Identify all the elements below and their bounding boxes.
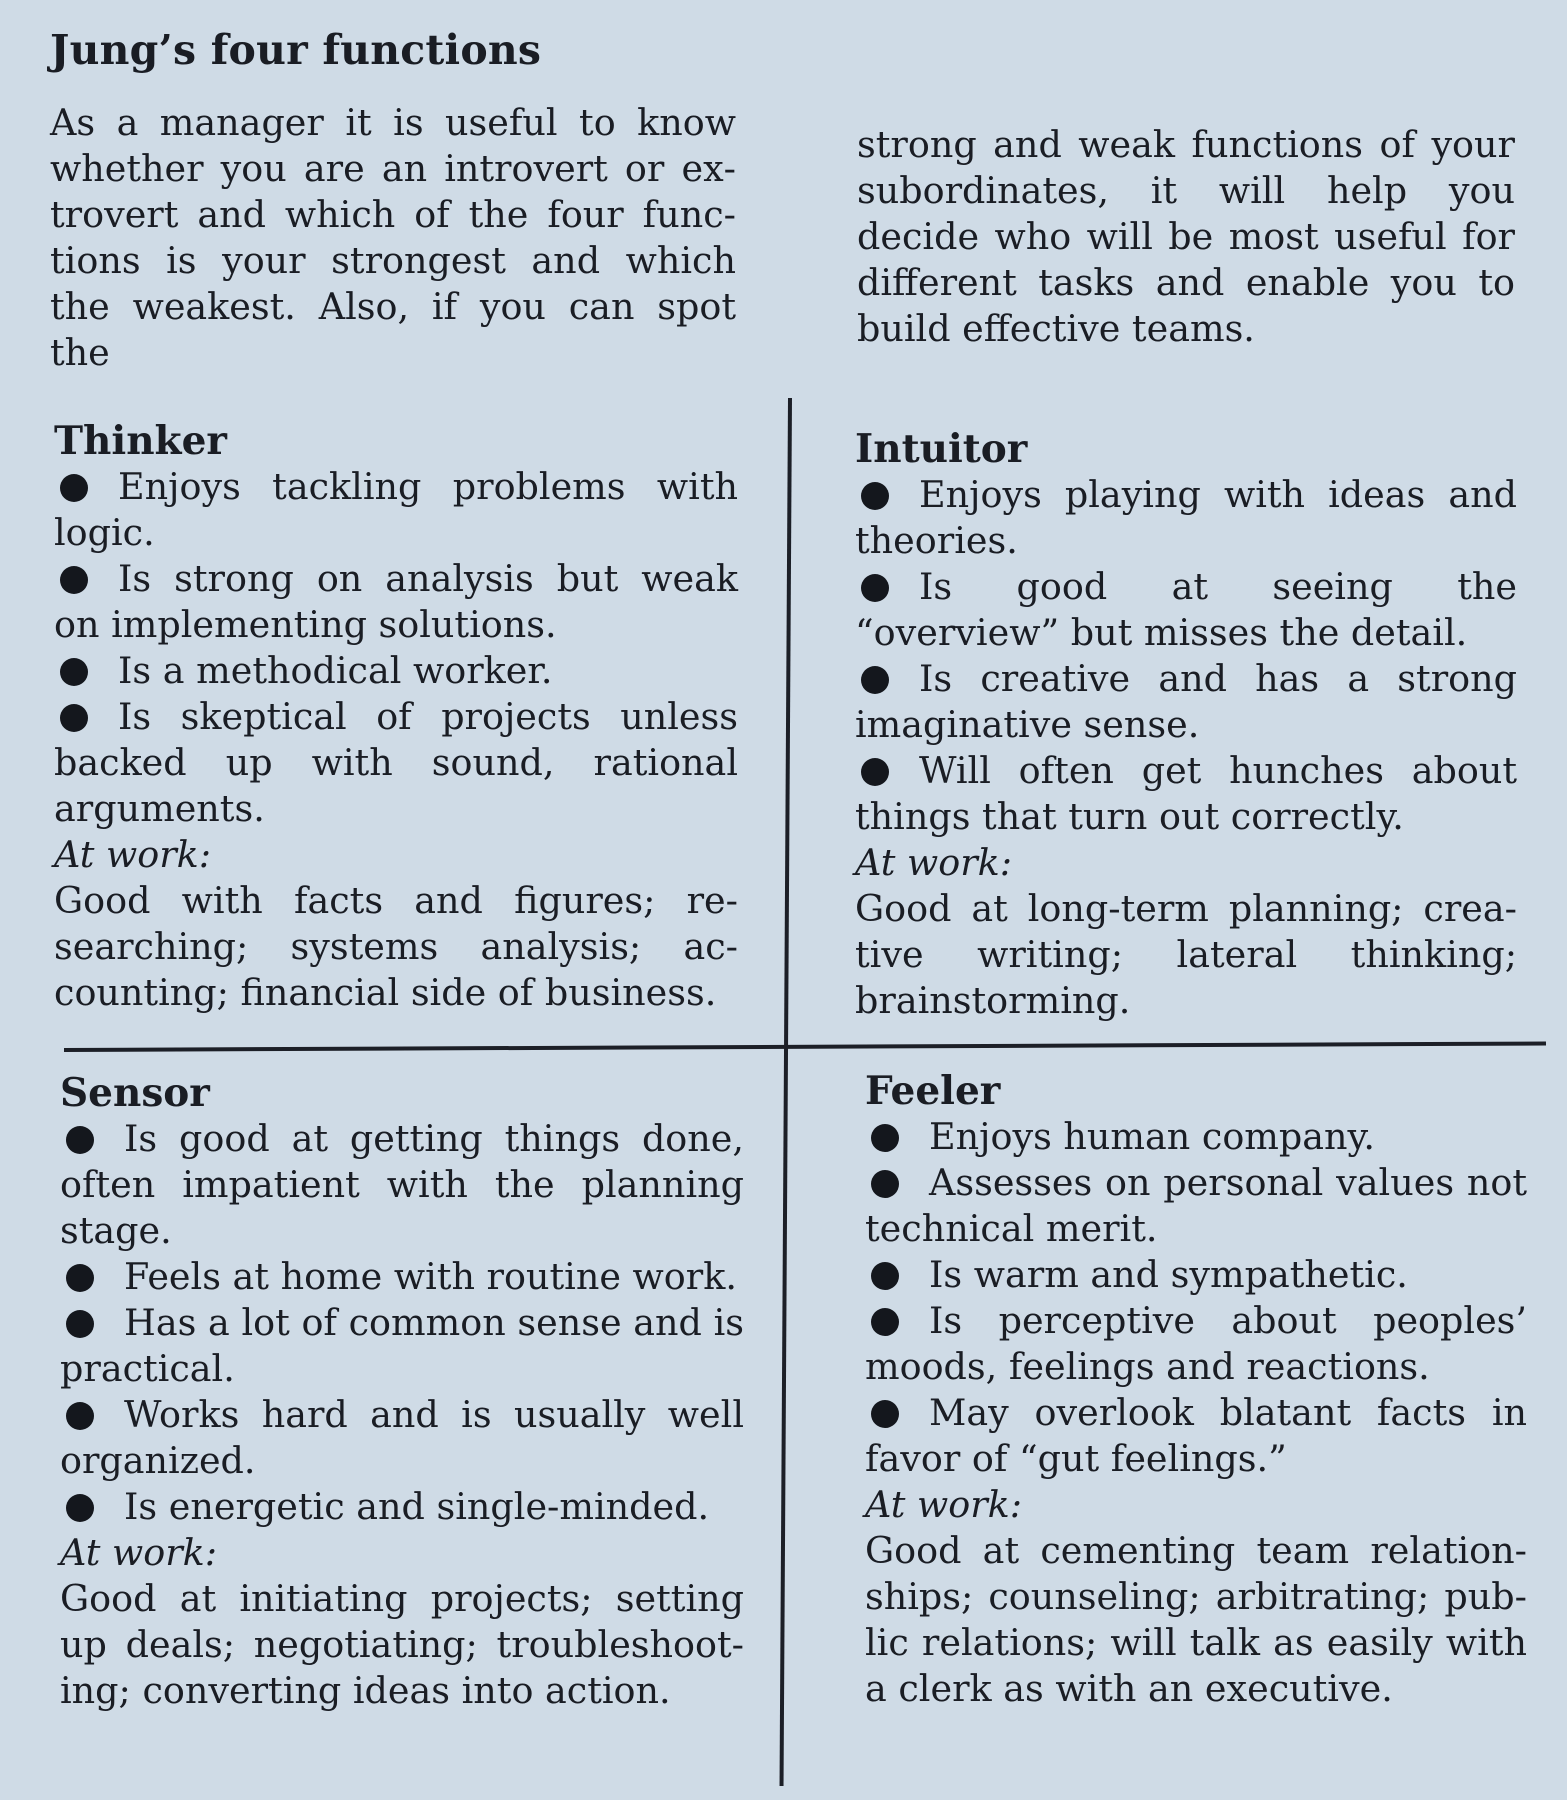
quadrant-heading: Intuitor: [855, 426, 1028, 472]
bullet-item: Is skeptical of projects unless backed up with sound, rational arguments.: [54, 695, 738, 830]
bullet-item: Is creative and has a strong imaginative sense.: [855, 657, 1517, 746]
bullet-item: Has a lot of common sense and is practical.: [60, 1301, 744, 1390]
bullet-item: Is a methodical worker.: [54, 648, 738, 694]
bullet-icon: [66, 1494, 94, 1522]
bullet-icon: [871, 1308, 899, 1336]
intro-left-column: As a manager it is useful to know whether you are an introvert or extrovert and which of the four functions is your strongest and which the weakest. Also, if you can spot the: [50, 101, 736, 374]
bullet-item: Is perceptive about peoples’ moods, feelings and reactions.: [865, 1299, 1527, 1388]
quadrant-intuitor: [855, 426, 1517, 1024]
bullet-icon: [871, 1262, 899, 1290]
quadrant-heading: Sensor: [60, 1070, 210, 1116]
bullet-icon: [66, 1264, 94, 1292]
bullet-item: Is warm and sympathetic.: [865, 1252, 1527, 1298]
at-work-label: At work:: [54, 833, 212, 876]
at-work-text: Good with facts and figures; researching; systems analysis; accounting; financial side of business.: [54, 879, 738, 1014]
bullet-icon: [871, 1124, 899, 1152]
bullet-icon: [861, 574, 889, 602]
bullet-item: Works hard and is usually well organized.: [60, 1393, 744, 1482]
bullet-icon: [871, 1400, 899, 1428]
bullet-icon: [60, 474, 88, 502]
horizontal-divider: [64, 1042, 1546, 1052]
quadrant-heading: Feeler: [865, 1068, 1001, 1114]
bullet-item: Assesses on personal values not technical merit.: [865, 1161, 1527, 1250]
at-work-label: At work:: [865, 1483, 1023, 1526]
quadrant-sensor: [60, 1070, 744, 1714]
bullet-icon: [60, 658, 88, 686]
bullet-item: Enjoys human company.: [865, 1114, 1527, 1160]
intro-right-column: strong and weak functions of your subordinates, it will help you decide who will be most useful for different tasks and enable you to build effective teams.: [857, 123, 1515, 350]
bullet-item: Is strong on analysis but weak on implementing solutions.: [54, 557, 738, 646]
bullet-icon: [60, 566, 88, 594]
bullet-item: Enjoys tackling problems with logic.: [54, 465, 738, 554]
quadrant-feeler: [865, 1068, 1527, 1712]
bullet-item: Feels at home with routine work.: [60, 1254, 744, 1300]
bullet-icon: [861, 758, 889, 786]
vertical-divider: [780, 398, 792, 1786]
bullet-icon: [60, 704, 88, 732]
bullet-icon: [66, 1402, 94, 1430]
bullet-icon: [861, 482, 889, 510]
bullet-item: Is energetic and single-minded.: [60, 1484, 744, 1530]
at-work-text: Good at initiating projects; setting up deals; negotiating; troubleshooting; converting ideas into action.: [60, 1577, 744, 1712]
bullet-item: Enjoys playing with ideas and theories.: [855, 473, 1517, 562]
bullet-icon: [66, 1126, 94, 1154]
at-work-text: Good at cementing team relationships; counseling; arbitrating; public relations; will talk as easily with a clerk as with an executive.: [865, 1529, 1527, 1710]
bullet-item: Will often get hunches about things that turn out correctly.: [855, 749, 1517, 838]
bullet-icon: [66, 1310, 94, 1338]
at-work-text: Good at long-term planning; creative writing; lateral thinking; brainstorming.: [855, 887, 1517, 1022]
at-work-label: At work:: [855, 841, 1013, 884]
bullet-icon: [861, 666, 889, 694]
page-title: Jung’s four functions: [50, 26, 542, 74]
bullet-item: May overlook blatant facts in favor of “gut feelings.”: [865, 1391, 1527, 1480]
bullet-item: Is good at getting things done, often impatient with the planning stage.: [60, 1117, 744, 1252]
at-work-label: At work:: [60, 1531, 218, 1574]
bullet-icon: [871, 1170, 899, 1198]
quadrant-heading: Thinker: [54, 418, 227, 464]
bullet-item: Is good at seeing the “overview” but misses the detail.: [855, 565, 1517, 654]
quadrant-thinker: [54, 418, 738, 1016]
